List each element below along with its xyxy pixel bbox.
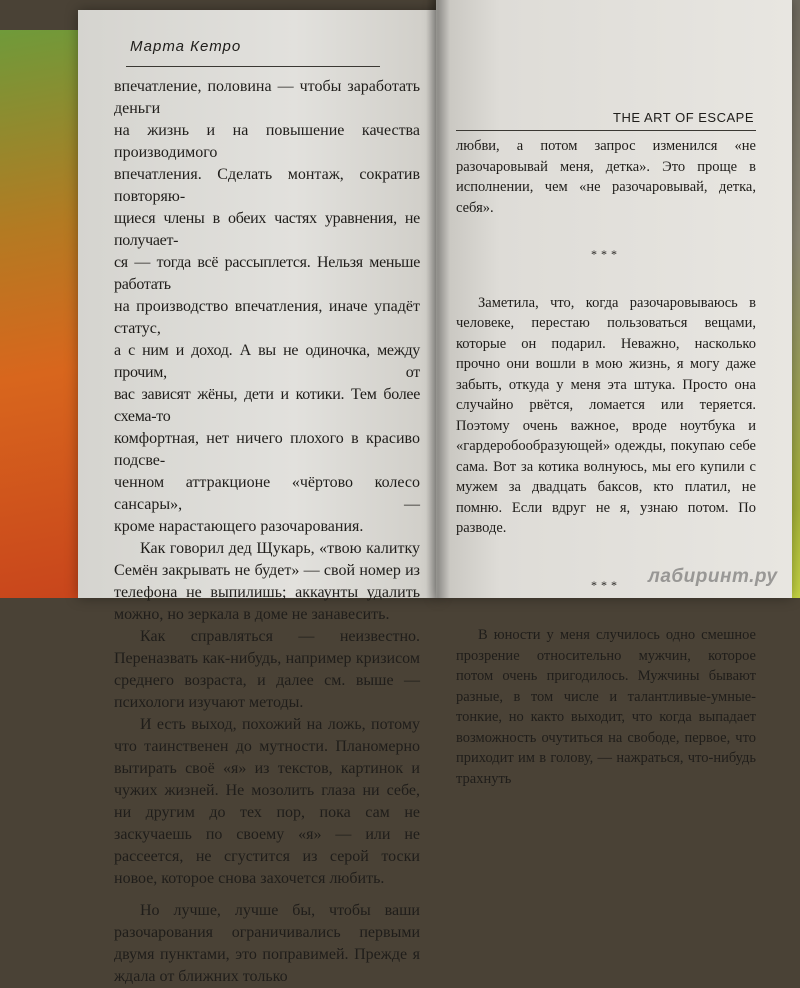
- paragraph: Но лучше, лучше бы, чтобы ваши разочарования ограничивались первыми двумя пунктами, это поправимей. Прежде я ждала от ближних только: [114, 902, 420, 985]
- text-line: вас зависят жёны, дети и котики. Тем более схема-то: [114, 386, 420, 425]
- text-line: а с ним и доход. А вы не одиночка, между прочим, от: [114, 342, 420, 381]
- running-head-author: Марта Кетро: [130, 38, 242, 55]
- text-line: щиеся члены в обеих частях уравнения, не получает-: [114, 210, 420, 249]
- opening-lines: [114, 76, 420, 538]
- text-line: на жизнь и на повышение качества производимого: [114, 122, 420, 161]
- book-gutter-shadow: [426, 0, 450, 598]
- text-line: впечатления. Сделать монтаж, сократив повторяю-: [114, 166, 420, 205]
- right-page: [436, 0, 792, 787]
- header-rule: [126, 66, 380, 67]
- right-page-text: [456, 136, 756, 789]
- watermark-logo: лабиринт.ру: [648, 566, 778, 587]
- left-page: [78, 10, 440, 985]
- paragraph: любви, а потом запрос изменился «не разочаровывай меня, детка». Это проще в исполнении, чем «не разочаровывай, детка, себя».: [456, 138, 756, 216]
- text-line: на производство впечатления, иначе упадёт статус,: [114, 298, 420, 337]
- paragraph: Как справляться — неизвестно. Переназвать как-нибудь, например кризисом среднего возраста, и далее см. выше — психологи изучают методы.: [114, 628, 420, 711]
- text-line: кроме нарастающего разочарования.: [114, 518, 364, 535]
- header-rule: [456, 130, 756, 131]
- running-head-title: THE ART OF ESCAPE: [613, 110, 754, 125]
- text-line: ченном аттракционе «чёртово колесо сансары», —: [114, 474, 420, 513]
- text-line: ся — тогда всё рассыплется. Нельзя меньше работать: [114, 254, 420, 293]
- paragraph: Заметила, что, когда разочаровываюсь в человеке, перестаю пользоваться вещами, которые он подарил. Неважно, насколько прочно они вошли в мою жизнь, я могу даже забыть, откуда у меня эта штука. Просто она случайно рвётся, ломается или теряется. Поэтому очень важное, вроде ноутбука и «гардеробообразующей» одежды, покупаю себе сама. Вот за котика волнуюсь, мы его купили с мужем за двадцать баксов, кто платил, не помню. Если вдруг не я, узнаю потом. По разводе.: [456, 294, 756, 536]
- text-line: комфортная, нет ничего плохого в красиво подсве-: [114, 430, 420, 469]
- paragraph: Как говорил дед Щукарь, «твою калитку Семён закрывать не будет» — свой номер из телефона не выпилишь; аккаунты удалить можно, но зеркала в доме не занавесить.: [114, 540, 420, 623]
- section-separator: ***: [591, 577, 621, 592]
- left-page-text: [114, 76, 420, 988]
- paragraph: В юности у меня случилось одно смешное прозрение относительно мужчин, которое потом очень пригодилось. Мужчины бывают разные, в том числе и талантливые-умные-тонкие, но както выходит, что когда выпадает возможность очутиться на свободе, первое, что приходит им в голову, — нажраться, что-нибудь трахнуть: [456, 627, 756, 787]
- section-separator: ***: [591, 247, 621, 261]
- paragraph-gap: [114, 890, 420, 900]
- text-line: впечатление, половина — чтобы заработать деньги: [114, 78, 420, 117]
- paragraph: И есть выход, похожий на ложь, потому что таинственен до мутности. Планомерно вытирать своё «я» из текстов, картинок и чужих жизней. Не мозолить глаза ни себе, ни другим до тех пор, пока сам не заскучаешь по своему «я» — или не рассеется, не сгустится из серой тоски новое, которое снова захочется любить.: [114, 716, 420, 887]
